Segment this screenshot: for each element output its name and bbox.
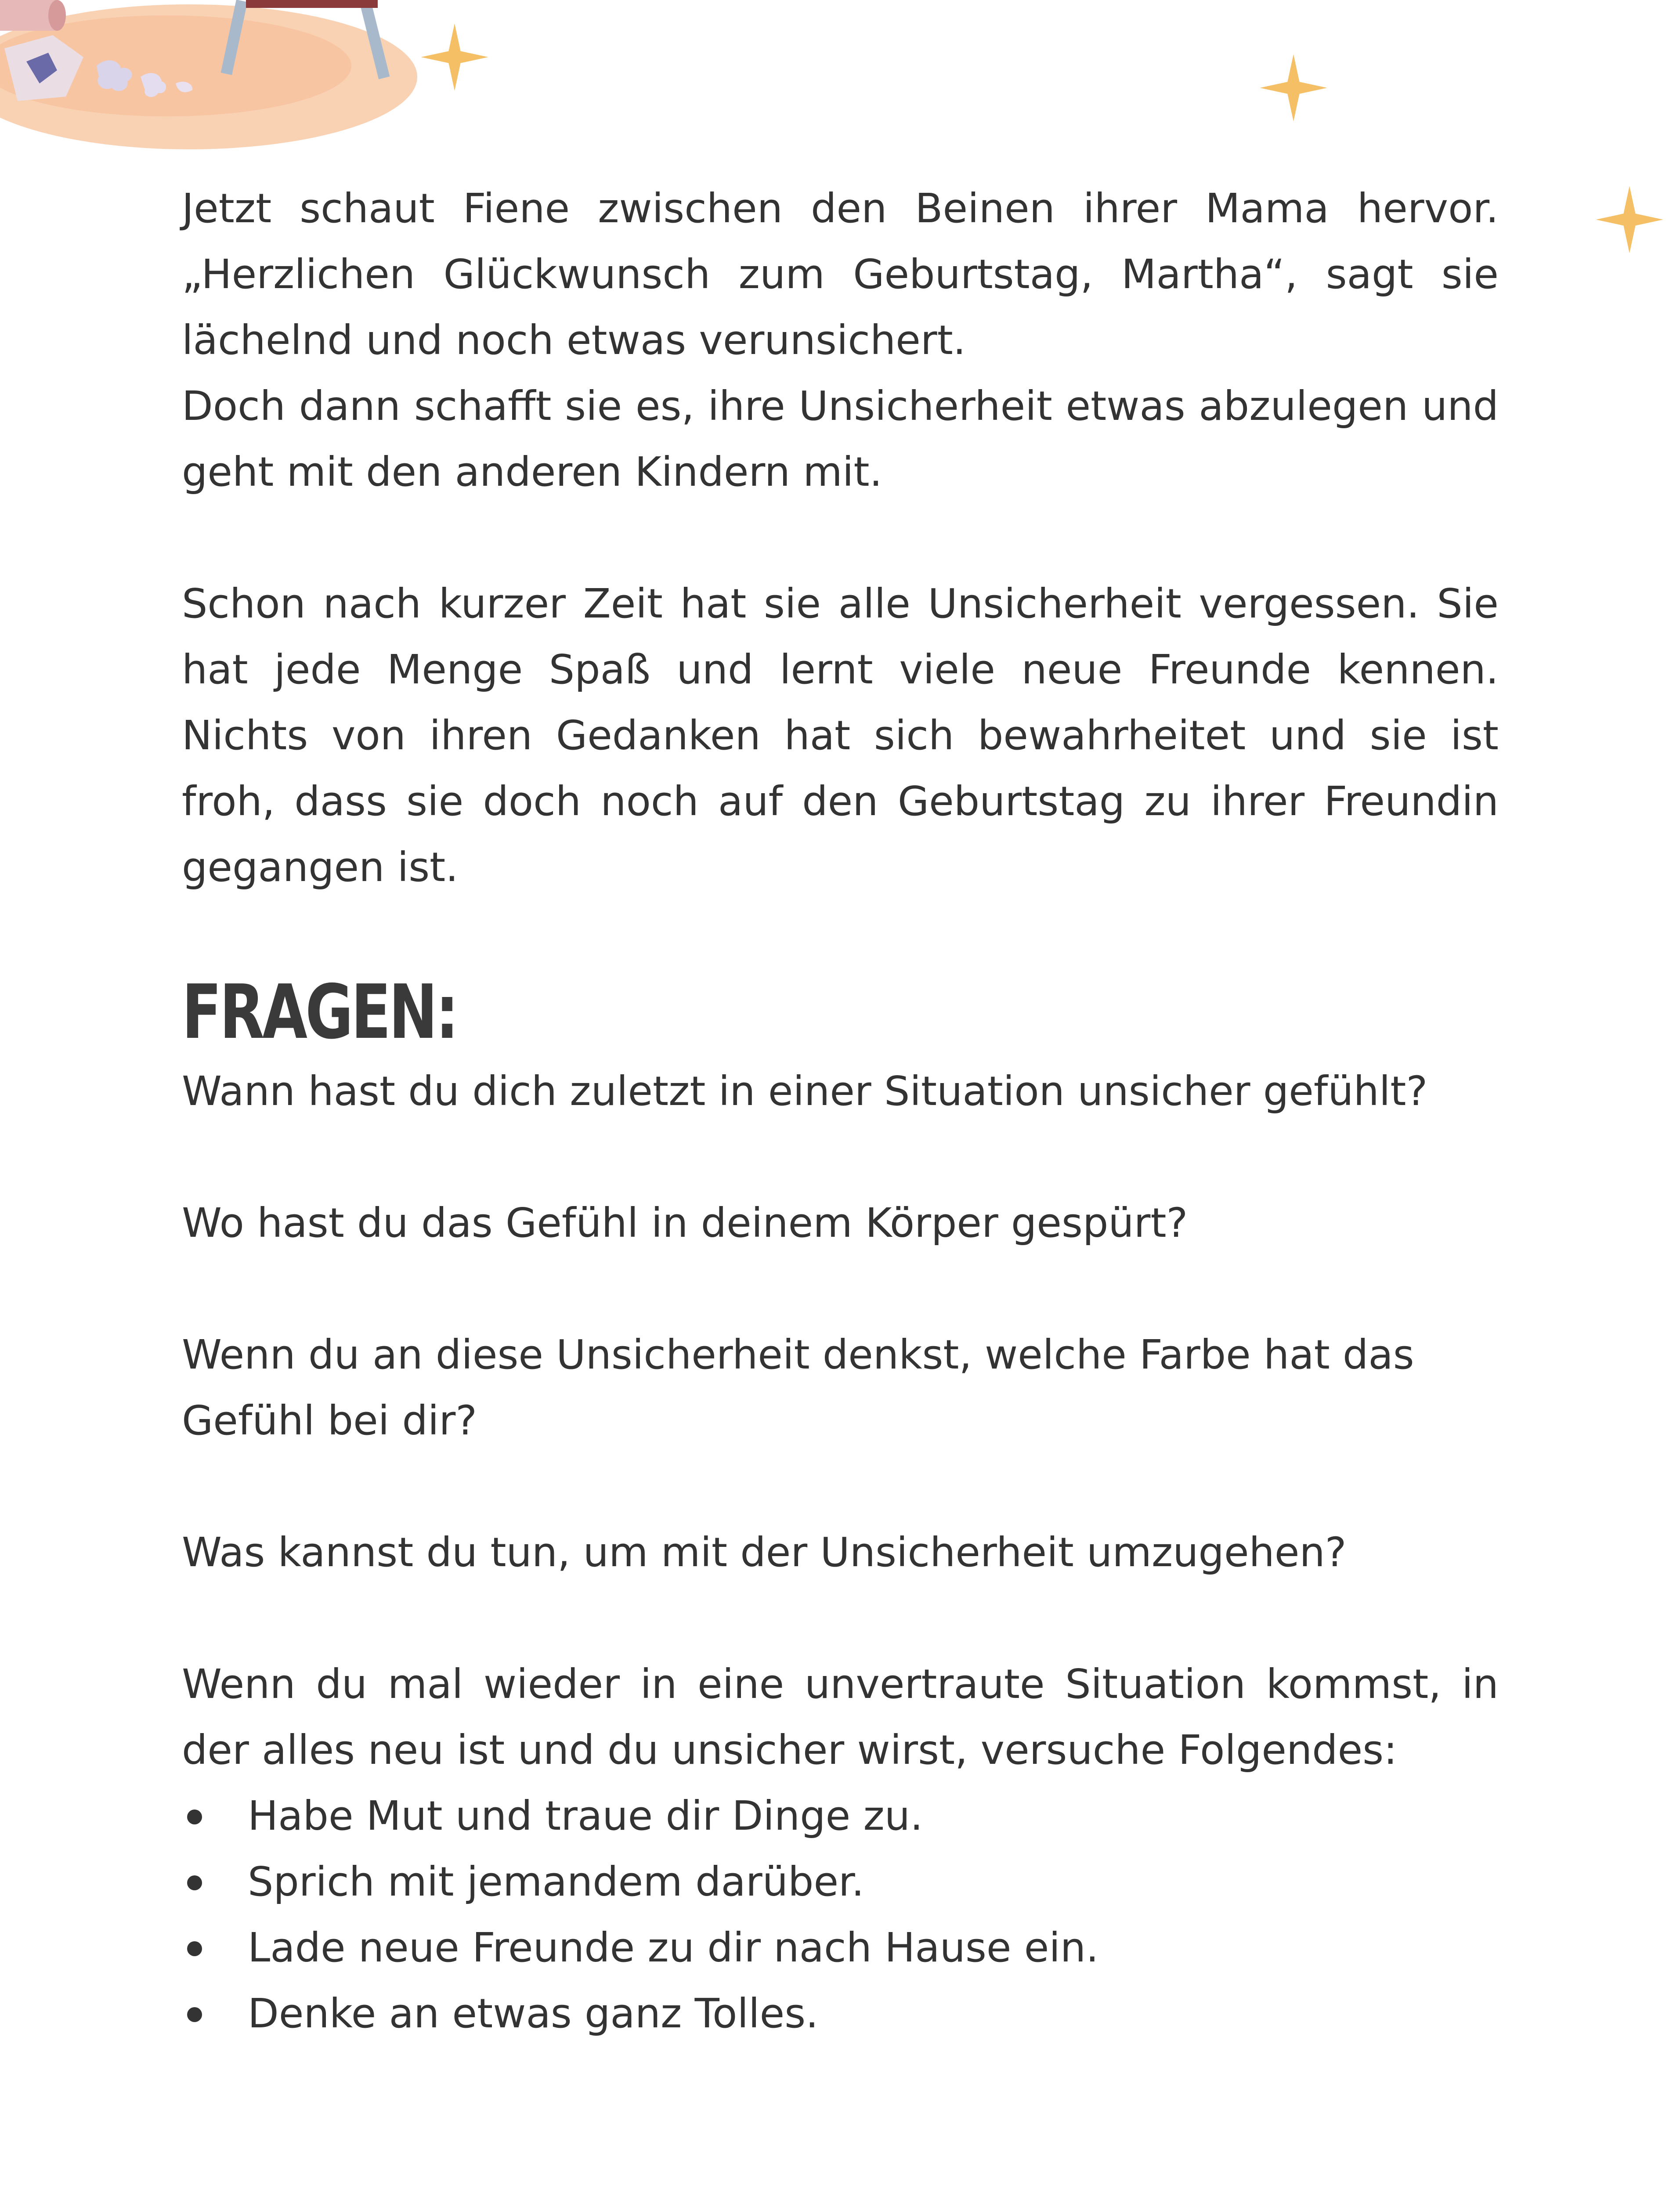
question-3: Wenn du an diese Unsicherheit denkst, welche Farbe hat das Gefühl bei dir? (182, 1331, 1414, 1444)
story-paragraph-3: Schon nach kurzer Zeit hat sie alle Unsicherheit vergessen. Sie hat jede Menge Spaß und lernt viele neue Freunde kennen. Nichts von ihren Gedanken hat sich bewahrheitet und sie ist froh, dass sie doch noch auf den Geburtstag zu ihrer Freundin gegangen ist. (182, 580, 1499, 891)
questions-heading: FRAGEN: (182, 969, 457, 1056)
bullet-icon (187, 1875, 202, 1890)
page-content (182, 176, 1499, 2047)
bullet-icon (187, 1941, 202, 1956)
list-item: Sprich mit jemandem darüber. (182, 1849, 1499, 1915)
list-item: Lade neue Freunde zu dir nach Hause ein. (182, 1915, 1499, 1981)
sparkle-star-icon (1592, 182, 1667, 257)
story-paragraph-2: Doch dann schafft sie es, ihre Unsicherheit etwas abzulegen und geht mit den anderen Kindern mit. (182, 383, 1499, 495)
list-item: Denke an etwas ganz Tolles. (182, 1981, 1499, 2047)
question-4: Was kannst du tun, um mit der Unsicherheit umzugehen? (182, 1529, 1347, 1576)
story-paragraph-1: Jetzt schaut Fiene zwischen den Beinen ihrer Mama hervor. „Herzlichen Glückwunsch zum Geburtstag, Martha“, sagt sie lächelnd und noch etwas verunsichert. (182, 185, 1499, 364)
tips-list (182, 1783, 1499, 2047)
sparkle-star-icon (1256, 51, 1331, 125)
sparkle-star-icon (417, 20, 492, 94)
list-item: Habe Mut und traue dir Dinge zu. (182, 1783, 1499, 1849)
bullet-icon (187, 1810, 202, 1824)
question-1: Wann hast du dich zuletzt in einer Situation unsicher gefühlt? (182, 1068, 1428, 1115)
tips-intro: Wenn du mal wieder in eine unvertraute Situation kommst, in der alles neu ist und du unsicher wirst, versuche Folgendes: (182, 1661, 1499, 1773)
question-2: Wo hast du das Gefühl in deinem Körper gespürt? (182, 1199, 1188, 1246)
bullet-icon (187, 2007, 202, 2022)
